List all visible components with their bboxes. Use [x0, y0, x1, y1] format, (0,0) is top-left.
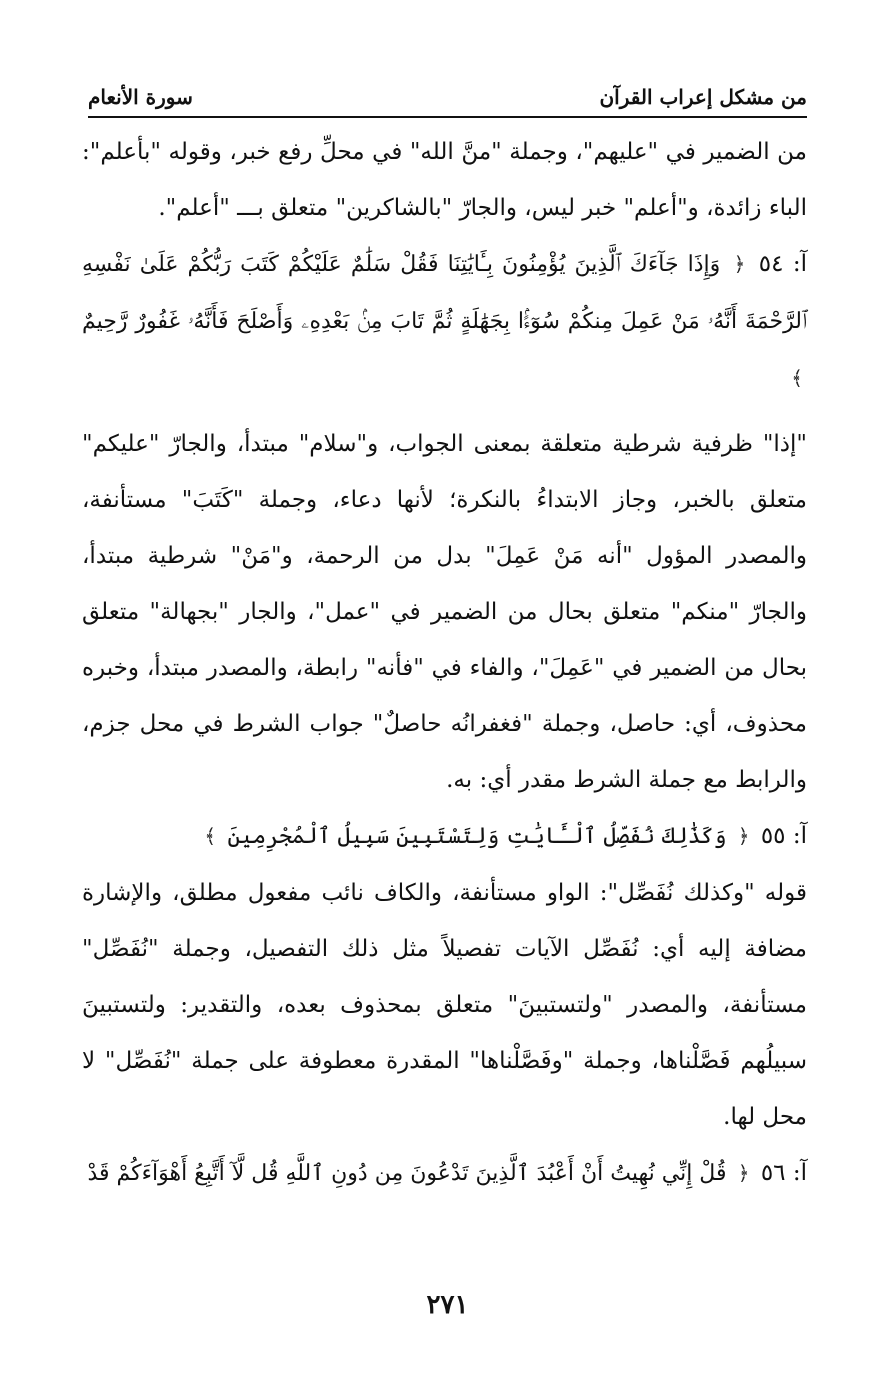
header-divider — [88, 116, 807, 118]
ornate-open-bracket-icon: ﴿ — [737, 1161, 750, 1185]
book-title: من مشكل إعراب القرآن — [599, 85, 807, 109]
verse-number: آ: ٥٥ — [760, 823, 807, 849]
verse-number: آ: ٥٤ — [758, 251, 808, 277]
verse-54 — [82, 236, 807, 406]
verse-56 — [82, 1145, 807, 1202]
ornate-open-bracket-icon: ﴿ — [737, 824, 750, 848]
ornate-close-bracket-icon: ﴾ — [204, 824, 217, 848]
verse-text: قُلْ إِنِّي نُهِيتُ أَنْ أَعْبُدَ ٱلَّذِينَ تَدْعُونَ مِن دُونِ ٱللَّهِ قُل لَّآ أَتَّبِعُ أَهْوَآءَكُمْ قَدْ — [87, 1161, 727, 1186]
surah-title: سورة الأنعام — [88, 85, 193, 109]
paragraph-1: من الضمير في "عليهم"، وجملة "منَّ الله" في محلِّ رفع خبر، وقوله "بأعلم": الباء زائدة، و"أعلم" خبر ليس، والجارّ "بالشاكرين" متعلق بـــ "أعلم". — [82, 139, 807, 221]
running-header — [88, 82, 807, 112]
ornate-close-bracket-icon: ﴾ — [791, 366, 803, 390]
page-number: ٢٧١ — [426, 1290, 469, 1320]
page-body — [82, 124, 807, 1202]
verse-55 — [82, 808, 807, 865]
verse-number: آ: ٥٦ — [760, 1160, 807, 1186]
ornate-open-bracket-icon: ﴿ — [733, 252, 746, 276]
spacer — [82, 406, 807, 416]
paragraph-3: قوله "وكذلك نُفَصِّل": الواو مستأنفة، والكاف نائب مفعول مطلق، والإشارة مضافة إليه أي: نُفَصِّل الآيات تفصيلاً مثل ذلك التفصيل، وجملة "نُفَصِّل" مستأنفة، والمصدر "ولتستبينَ" متعلق بمحذوف بعده، والتقدير: ولتستبينَ سبيلُهم فَصَّلْناها، وجملة "وفَصَّلْناها" المقدرة معطوفة على جملة "نُفَصِّل" لا محل لها. — [82, 880, 807, 1130]
paragraph-2: "إذا" ظرفية شرطية متعلقة بمعنى الجواب، و"سلام" مبتدأ، والجارّ "عليكم" متعلق بالخبر، وجاز الابتداءُ بالنكرة؛ لأنها دعاء، وجملة "كَتَبَ" مستأنفة، والمصدر المؤول "أنه مَنْ عَمِلَ" بدل من الرحمة، و"مَنْ" شرطية مبتدأ، والجارّ "منكم" متعلق بحال من الضمير في "عمل"، والجار "بجهالة" متعلق بحال من الضمير في "عَمِلَ"، والفاء في "فأنه" رابطة، والمصدر مبتدأ، وخبره محذوف، أي: حاصل، وجملة "فغفرانُه حاصلٌ" جواب الشرط في محل جزم، والرابط مع جملة الشرط مقدر أي: به. — [82, 431, 808, 793]
verse-text: وَإِذَا جَآءَكَ ٱلَّذِينَ يُؤْمِنُونَ بِـَٔايَٰتِنَا فَقُلْ سَلَٰمٌ عَلَيْكُمْ كَتَبَ رَبُّكُمْ عَلَىٰ نَفْسِهِ ٱلرَّحْمَةَ أَنَّهُۥ مَنْ عَمِلَ مِنكُمْ سُوٓءًۢا بِجَهَٰلَةٍ ثُمَّ تَابَ مِنۢ بَعْدِهِۦ وَأَصْلَحَ فَأَنَّهُۥ غَفُورٌ رَّحِيمٌ — [82, 252, 807, 334]
verse-text: وَكَذَٰلِكَ نُفَصِّلُ ٱلْـَٔايَٰتِ وَلِتَسْتَبِينَ سَبِيلُ ٱلْمُجْرِمِينَ — [227, 824, 727, 849]
